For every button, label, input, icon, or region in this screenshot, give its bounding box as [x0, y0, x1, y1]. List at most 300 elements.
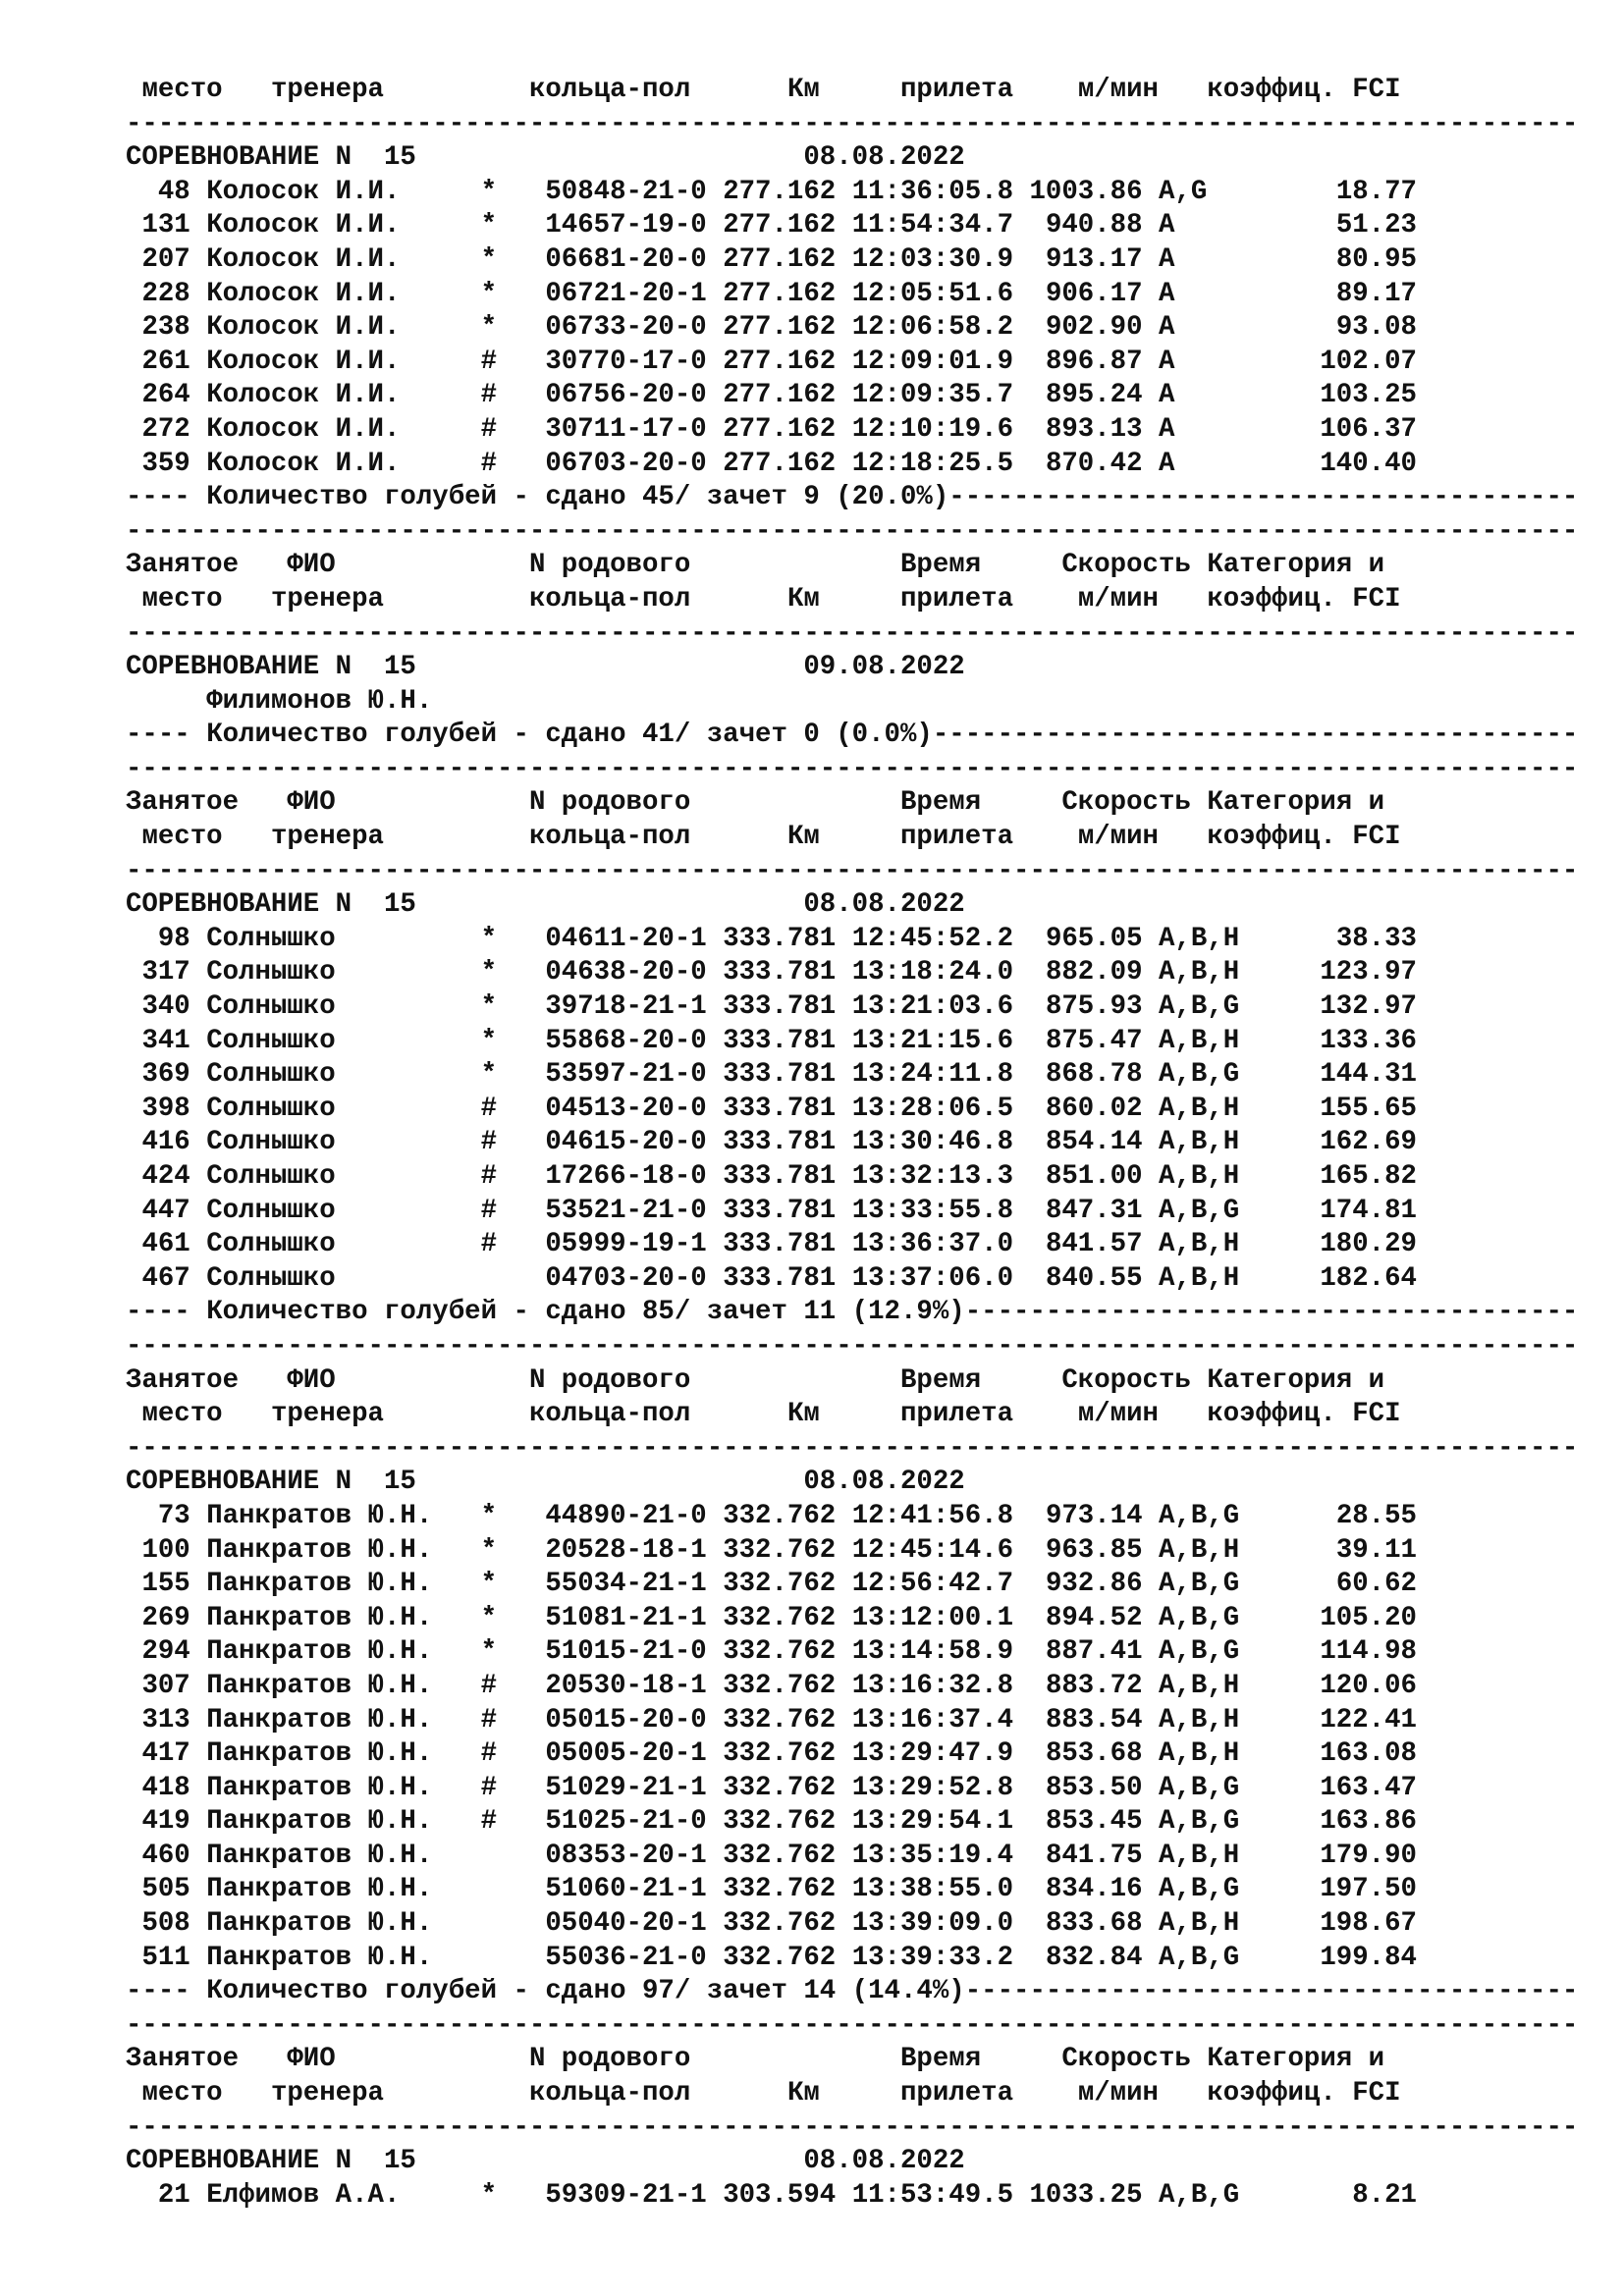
fancier-cell: Солнышко: [206, 1195, 336, 1226]
fci-cell: 106.37: [1320, 413, 1417, 445]
speed-cell: 895.24: [1045, 380, 1143, 411]
mark-cell: #: [480, 1738, 498, 1770]
km-cell: 332.762: [723, 1874, 837, 1905]
time-cell: 12:41:56.8: [851, 1500, 1014, 1531]
km-cell: 332.762: [723, 1636, 837, 1668]
table-row: [126, 1058, 1598, 1093]
fancier-cell: Солнышко: [206, 1093, 336, 1124]
ring-cell: 51060-21-1: [545, 1874, 707, 1905]
km-cell: 277.162: [723, 448, 837, 479]
speed-cell: 963.85: [1045, 1534, 1143, 1566]
ring-cell: 55036-21-0: [545, 1942, 707, 1973]
km-cell: 277.162: [723, 278, 837, 309]
fancier-cell: Панкратов Ю.Н.: [206, 1704, 433, 1735]
separator-rule: ------------------------------------------------------------------------------------------: [126, 1432, 1579, 1464]
header-category-2: коэффиц. FCI: [1207, 1399, 1401, 1430]
mark-cell: #: [480, 1670, 498, 1701]
mark-cell: #: [480, 1229, 498, 1260]
header-place: Занятое: [126, 2044, 240, 2075]
time-cell: 12:45:14.6: [851, 1534, 1014, 1566]
header-place-2: место: [141, 2078, 223, 2109]
summary-line: [126, 1975, 1598, 2009]
column-header-row-1: [126, 2043, 1598, 2077]
header-ring-2: кольца-пол: [528, 583, 691, 614]
fancier-cell: Солнышко: [206, 1059, 336, 1091]
header-time-2: прилета: [900, 583, 1014, 614]
time-cell: 13:33:55.8: [851, 1195, 1014, 1226]
header-name-2: тренера: [270, 1399, 384, 1430]
fancier-cell: Панкратов Ю.Н.: [206, 1534, 433, 1566]
column-header-row-1: [126, 549, 1598, 583]
time-cell: 13:21:15.6: [851, 1025, 1014, 1056]
place-cell: 264: [141, 380, 190, 411]
mark-cell: *: [480, 1059, 498, 1091]
separator-rule: ------------------------------------------------------------------------------------------: [126, 2009, 1579, 2041]
speed-cell: 906.17: [1045, 278, 1143, 309]
speed-cell: 894.52: [1045, 1602, 1143, 1633]
competition-line: [126, 651, 1598, 685]
ring-cell: 05040-20-1: [545, 1908, 707, 1940]
place-cell: 467: [141, 1262, 190, 1294]
speed-cell: 841.75: [1045, 1840, 1143, 1871]
fci-cell: 133.36: [1320, 1025, 1417, 1056]
km-cell: 333.781: [723, 1059, 837, 1091]
place-cell: 294: [141, 1636, 190, 1668]
ring-cell: 59309-21-1: [545, 2179, 707, 2211]
time-cell: 13:35:19.4: [851, 1840, 1014, 1871]
km-cell: 333.781: [723, 1093, 837, 1124]
header-speed: Скорость: [1061, 2044, 1191, 2075]
category-cell: A: [1159, 278, 1175, 309]
speed-cell: 841.57: [1045, 1229, 1143, 1260]
header-ring: N родового: [528, 1364, 691, 1396]
speed-cell: 932.86: [1045, 1569, 1143, 1600]
km-cell: 332.762: [723, 1704, 837, 1735]
time-cell: 13:16:37.4: [851, 1704, 1014, 1735]
category-cell: A: [1159, 380, 1175, 411]
ring-cell: 50848-21-0: [545, 176, 707, 207]
time-cell: 12:03:30.9: [851, 243, 1014, 275]
km-cell: 332.762: [723, 1840, 837, 1871]
time-cell: 12:56:42.7: [851, 1569, 1014, 1600]
mark-cell: *: [480, 1534, 498, 1566]
fci-cell: 132.97: [1320, 991, 1417, 1023]
mark-cell: #: [480, 1127, 498, 1158]
table-row: [126, 346, 1598, 380]
place-cell: 418: [141, 1772, 190, 1803]
competition-title: СОРЕВНОВАНИЕ N 15: [126, 142, 416, 174]
category-cell: A,B,G: [1159, 1195, 1240, 1226]
fci-cell: 114.98: [1320, 1636, 1417, 1668]
table-row: [126, 243, 1598, 278]
fancier-cell: Панкратов Ю.Н.: [206, 1874, 433, 1905]
fci-cell: 122.41: [1320, 1704, 1417, 1735]
time-cell: 13:39:33.2: [851, 1942, 1014, 1973]
category-cell: A,B,G: [1159, 1500, 1240, 1531]
summary-text: Количество голубей - сдано 45/ зачет 9 (20.0%): [206, 482, 949, 513]
time-cell: 13:24:11.8: [851, 1059, 1014, 1091]
table-row: [126, 311, 1598, 346]
mark-cell: #: [480, 448, 498, 479]
summary-line: [126, 481, 1598, 515]
fancier-cell: Панкратов Ю.Н.: [206, 1908, 433, 1940]
km-cell: 332.762: [723, 1738, 837, 1770]
place-cell: 416: [141, 1127, 190, 1158]
column-header-row-1: [126, 786, 1598, 821]
fci-cell: 163.86: [1320, 1806, 1417, 1838]
km-cell: 303.594: [723, 2179, 837, 2211]
competition-line: [126, 2145, 1598, 2179]
header-name: ФИО: [287, 787, 336, 819]
place-cell: 398: [141, 1093, 190, 1124]
mark-cell: *: [480, 1569, 498, 1600]
summary-prefix: ----: [126, 720, 207, 751]
place-cell: 131: [141, 210, 190, 241]
summary-text: Количество голубей - сдано 97/ зачет 14 (14.4%): [206, 1976, 965, 2007]
time-cell: 13:29:47.9: [851, 1738, 1014, 1770]
column-header-row-2: [126, 74, 1598, 108]
header-name: ФИО: [287, 2044, 336, 2075]
category-cell: A,B,G: [1159, 1806, 1240, 1838]
table-row: [126, 990, 1598, 1025]
fancier-name: Филимонов Ю.Н.: [206, 685, 433, 717]
mark-cell: *: [480, 1025, 498, 1056]
fancier-cell: Панкратов Ю.Н.: [206, 1602, 433, 1633]
fci-cell: 174.81: [1320, 1195, 1417, 1226]
fci-cell: 89.17: [1335, 278, 1417, 309]
header-category: Категория и: [1207, 1364, 1385, 1396]
ring-cell: 06681-20-0: [545, 243, 707, 275]
header-ring-2: кольца-пол: [528, 75, 691, 105]
summary-prefix: ----: [126, 1297, 207, 1328]
ring-cell: 05005-20-1: [545, 1738, 707, 1770]
km-cell: 333.781: [723, 1195, 837, 1226]
table-row: [126, 1670, 1598, 1704]
table-row: [126, 1907, 1598, 1942]
fancier-cell: Панкратов Ю.Н.: [206, 1772, 433, 1803]
competition-title: СОРЕВНОВАНИЕ N 15: [126, 1467, 416, 1498]
time-cell: 13:36:37.0: [851, 1229, 1014, 1260]
summary-text: Количество голубей - сдано 41/ зачет 0 (0.0%): [206, 720, 933, 751]
category-cell: A,B,H: [1159, 1534, 1240, 1566]
mark-cell: #: [480, 1704, 498, 1735]
fancier-cell: Панкратов Ю.Н.: [206, 1670, 433, 1701]
place-cell: 21: [157, 2179, 190, 2211]
km-cell: 333.781: [723, 957, 837, 988]
time-cell: 13:21:03.6: [851, 991, 1014, 1023]
fci-cell: 18.77: [1335, 176, 1417, 207]
ring-cell: 30770-17-0: [545, 346, 707, 377]
place-cell: 313: [141, 1704, 190, 1735]
header-km: Км: [786, 1399, 820, 1430]
header-category-2: коэффиц. FCI: [1207, 583, 1401, 614]
header-category: Категория и: [1207, 550, 1385, 581]
ring-cell: 04703-20-0: [545, 1262, 707, 1294]
table-row: [126, 1602, 1598, 1636]
header-km: Км: [786, 583, 820, 614]
place-cell: 155: [141, 1569, 190, 1600]
place-cell: 508: [141, 1908, 190, 1940]
table-row: [126, 1805, 1598, 1840]
header-name-2: тренера: [270, 822, 384, 853]
ring-cell: 04638-20-0: [545, 957, 707, 988]
fci-cell: 39.11: [1335, 1534, 1417, 1566]
header-time-2: прилета: [900, 2078, 1014, 2109]
fci-cell: 38.33: [1335, 923, 1417, 954]
summary-dashes: --------------------------------------: [964, 1976, 1579, 2007]
competition-title: СОРЕВНОВАНИЕ N 15: [126, 889, 416, 921]
mark-cell: #: [480, 413, 498, 445]
header-km: Км: [786, 75, 820, 105]
km-cell: 333.781: [723, 1127, 837, 1158]
competition-date: 08.08.2022: [803, 2146, 965, 2177]
speed-cell: 840.55: [1045, 1262, 1143, 1294]
ring-cell: 51015-21-0: [545, 1636, 707, 1668]
header-speed: Скорость: [1061, 1364, 1191, 1396]
fancier-cell: Колосок И.И.: [206, 346, 401, 377]
place-cell: 341: [141, 1025, 190, 1056]
header-speed-2: м/мин: [1077, 2078, 1159, 2109]
summary-text: Количество голубей - сдано 85/ зачет 11 (12.9%): [206, 1297, 965, 1328]
mark-cell: #: [480, 380, 498, 411]
time-cell: 13:28:06.5: [851, 1093, 1014, 1124]
ring-cell: 08353-20-1: [545, 1840, 707, 1871]
fci-cell: 105.20: [1320, 1602, 1417, 1633]
header-place: Занятое: [126, 1364, 240, 1396]
category-cell: A,B,G: [1159, 1942, 1240, 1973]
speed-cell: 851.00: [1045, 1161, 1143, 1192]
km-cell: 333.781: [723, 991, 837, 1023]
header-category-2: коэффиц. FCI: [1207, 75, 1401, 105]
category-cell: A: [1159, 413, 1175, 445]
place-cell: 447: [141, 1195, 190, 1226]
speed-cell: 868.78: [1045, 1059, 1143, 1091]
mark-cell: #: [480, 1806, 498, 1838]
fci-cell: 144.31: [1320, 1059, 1417, 1091]
speed-cell: 853.45: [1045, 1806, 1143, 1838]
km-cell: 332.762: [723, 1670, 837, 1701]
place-cell: 417: [141, 1738, 190, 1770]
fancier-cell: Колосок И.И.: [206, 210, 401, 241]
fci-cell: 197.50: [1320, 1874, 1417, 1905]
ring-cell: 30711-17-0: [545, 413, 707, 445]
time-cell: 12:10:19.6: [851, 413, 1014, 445]
column-header-row-1: [126, 1364, 1598, 1399]
competition-line: [126, 888, 1598, 923]
ring-cell: 51025-21-0: [545, 1806, 707, 1838]
category-cell: A: [1159, 210, 1175, 241]
competition-date: 09.08.2022: [803, 652, 965, 683]
fci-cell: 182.64: [1320, 1262, 1417, 1294]
table-row: [126, 1093, 1598, 1127]
fci-cell: 102.07: [1320, 346, 1417, 377]
fci-cell: 163.47: [1320, 1772, 1417, 1803]
fancier-cell: Солнышко: [206, 923, 336, 954]
km-cell: 332.762: [723, 1772, 837, 1803]
mark-cell: *: [480, 1500, 498, 1531]
speed-cell: 883.54: [1045, 1704, 1143, 1735]
fci-cell: 123.97: [1320, 957, 1417, 988]
category-cell: A,B,G: [1159, 1772, 1240, 1803]
speed-cell: 973.14: [1045, 1500, 1143, 1531]
category-cell: A,B,H: [1159, 1738, 1240, 1770]
mark-cell: #: [480, 346, 498, 377]
speed-cell: 847.31: [1045, 1195, 1143, 1226]
header-time: Время: [900, 1364, 982, 1396]
table-row: [126, 448, 1598, 482]
time-cell: 12:09:35.7: [851, 380, 1014, 411]
results-document: [126, 74, 1598, 2213]
ring-cell: 17266-18-0: [545, 1161, 707, 1192]
fci-cell: 8.21: [1352, 2179, 1417, 2211]
speed-cell: 887.41: [1045, 1636, 1143, 1668]
speed-cell: 860.02: [1045, 1093, 1143, 1124]
ring-cell: 55868-20-0: [545, 1025, 707, 1056]
header-name-2: тренера: [270, 75, 384, 105]
km-cell: 277.162: [723, 243, 837, 275]
mark-cell: *: [480, 1602, 498, 1633]
ring-cell: 55034-21-1: [545, 1569, 707, 1600]
speed-cell: 1003.86: [1029, 176, 1143, 207]
place-cell: 73: [157, 1500, 190, 1531]
place-cell: 511: [141, 1942, 190, 1973]
ring-cell: 05015-20-0: [545, 1704, 707, 1735]
time-cell: 13:39:09.0: [851, 1908, 1014, 1940]
time-cell: 13:37:06.0: [851, 1262, 1014, 1294]
header-speed-2: м/мин: [1077, 822, 1159, 853]
mark-cell: *: [480, 278, 498, 309]
time-cell: 13:12:00.1: [851, 1602, 1014, 1633]
summary-dashes: ----------------------------------------: [932, 720, 1579, 751]
speed-cell: 833.68: [1045, 1908, 1143, 1940]
header-place-2: место: [141, 583, 223, 614]
header-km: Км: [786, 822, 820, 853]
category-cell: A,B,G: [1159, 2179, 1240, 2211]
table-row: [126, 1840, 1598, 1874]
ring-cell: 44890-21-0: [545, 1500, 707, 1531]
speed-cell: 883.72: [1045, 1670, 1143, 1701]
header-speed: Скорость: [1061, 550, 1191, 581]
speed-cell: 834.16: [1045, 1874, 1143, 1905]
km-cell: 277.162: [723, 210, 837, 241]
place-cell: 228: [141, 278, 190, 309]
time-cell: 13:29:52.8: [851, 1772, 1014, 1803]
fancier-cell: Колосок И.И.: [206, 278, 401, 309]
speed-cell: 940.88: [1045, 210, 1143, 241]
time-cell: 13:29:54.1: [851, 1806, 1014, 1838]
km-cell: 332.762: [723, 1569, 837, 1600]
category-cell: A,B,G: [1159, 1059, 1240, 1091]
table-row: [126, 1635, 1598, 1670]
header-place-2: место: [141, 75, 223, 105]
category-cell: A,B,H: [1159, 1229, 1240, 1260]
header-place-2: место: [141, 1399, 223, 1430]
category-cell: A,B,H: [1159, 1093, 1240, 1124]
mark-cell: *: [480, 991, 498, 1023]
header-time-2: прилета: [900, 1399, 1014, 1430]
km-cell: 277.162: [723, 176, 837, 207]
speed-cell: 882.09: [1045, 957, 1143, 988]
fancier-cell: Панкратов Ю.Н.: [206, 1636, 433, 1668]
table-row: [126, 1568, 1598, 1602]
ring-cell: 06721-20-1: [545, 278, 707, 309]
km-cell: 333.781: [723, 1161, 837, 1192]
category-cell: A: [1159, 243, 1175, 275]
header-place: Занятое: [126, 550, 240, 581]
time-cell: 13:16:32.8: [851, 1670, 1014, 1701]
separator-rule: ------------------------------------------------------------------------------------------: [126, 108, 1579, 139]
km-cell: 277.162: [723, 312, 837, 344]
summary-dashes: --------------------------------------: [964, 1297, 1579, 1328]
summary-dashes: ---------------------------------------: [948, 482, 1579, 513]
category-cell: A,B,H: [1159, 1161, 1240, 1192]
separator-rule: ------------------------------------------------------------------------------------------: [126, 515, 1579, 547]
km-cell: 332.762: [723, 1602, 837, 1633]
fci-cell: 163.08: [1320, 1738, 1417, 1770]
category-cell: A,B,G: [1159, 991, 1240, 1023]
fci-cell: 165.82: [1320, 1161, 1417, 1192]
fancier-cell: Панкратов Ю.Н.: [206, 1500, 433, 1531]
mark-cell: #: [480, 1093, 498, 1124]
ring-cell: 53521-21-0: [545, 1195, 707, 1226]
separator-rule: ------------------------------------------------------------------------------------------: [126, 2111, 1579, 2143]
fci-cell: 162.69: [1320, 1127, 1417, 1158]
mark-cell: *: [480, 176, 498, 207]
fci-cell: 155.65: [1320, 1093, 1417, 1124]
summary-line: [126, 719, 1598, 753]
header-time: Время: [900, 2044, 982, 2075]
km-cell: 333.781: [723, 1262, 837, 1294]
place-cell: 460: [141, 1840, 190, 1871]
ring-cell: 05999-19-1: [545, 1229, 707, 1260]
category-cell: A,B,H: [1159, 1840, 1240, 1871]
mark-cell: *: [480, 243, 498, 275]
header-category: Категория и: [1207, 2044, 1385, 2075]
fci-cell: 51.23: [1335, 210, 1417, 241]
header-speed-2: м/мин: [1077, 583, 1159, 614]
fci-cell: 80.95: [1335, 243, 1417, 275]
separator-rule: ------------------------------------------------------------------------------------------: [126, 617, 1579, 649]
mark-cell: *: [480, 210, 498, 241]
mark-cell: #: [480, 1772, 498, 1803]
ring-cell: 53597-21-0: [545, 1059, 707, 1091]
table-row: [126, 1534, 1598, 1569]
fancier-cell: Колосок И.И.: [206, 243, 401, 275]
km-cell: 332.762: [723, 1908, 837, 1940]
summary-prefix: ----: [126, 1976, 207, 2007]
table-row: [126, 1772, 1598, 1806]
time-cell: 12:18:25.5: [851, 448, 1014, 479]
category-cell: A,B,G: [1159, 1602, 1240, 1633]
header-place-2: место: [141, 822, 223, 853]
table-row: [126, 1195, 1598, 1229]
km-cell: 332.762: [723, 1534, 837, 1566]
mark-cell: *: [480, 957, 498, 988]
speed-cell: 902.90: [1045, 312, 1143, 344]
speed-cell: 893.13: [1045, 413, 1143, 445]
table-row: [126, 1873, 1598, 1907]
header-speed-2: м/мин: [1077, 1399, 1159, 1430]
time-cell: 12:09:01.9: [851, 346, 1014, 377]
mark-cell: *: [480, 1636, 498, 1668]
table-row: [126, 1500, 1598, 1534]
category-cell: A,B,H: [1159, 1025, 1240, 1056]
fci-cell: 103.25: [1320, 380, 1417, 411]
fancier-cell: Колосок И.И.: [206, 176, 401, 207]
table-row: [126, 1160, 1598, 1195]
table-row: [126, 413, 1598, 448]
ring-cell: 39718-21-1: [545, 991, 707, 1023]
